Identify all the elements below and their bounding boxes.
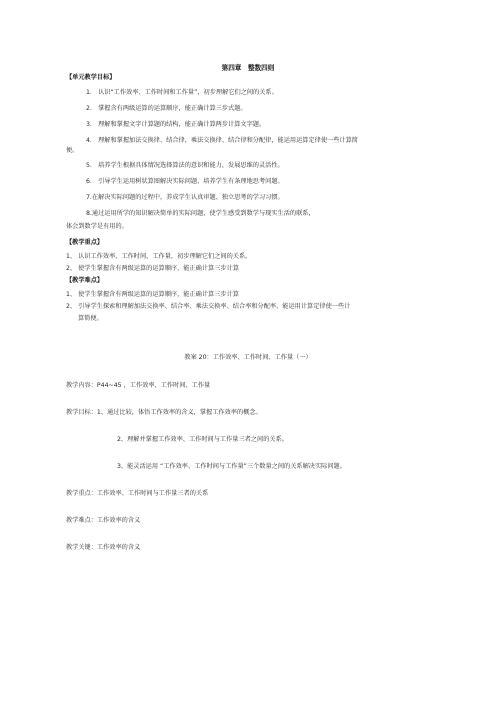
lesson-difficulty: 教学难点：工作效率的含义 — [66, 517, 141, 524]
unit-goal-item: 2． 掌握含有两级运算的运算顺序，能正确计算三步式题。 — [86, 105, 247, 112]
unit-goal-item: 6． 引导学生运用树状算图解决实际问题，培养学生有条理地思考问题。 — [86, 178, 284, 185]
unit-goal-item-continued: 便。 — [66, 147, 79, 154]
lesson-focus: 教学重点：工作效率、工作时间与工作量三者的关系 — [66, 490, 209, 497]
lesson-objective: 3、能灵活运用 “工作效率、工作时间与工作量”三个数量之间的关系解决实际问题。 — [117, 463, 346, 470]
key-point-item: 2、 使学生掌握含有两级运算的运算顺序，能正确计算三步计算 — [66, 265, 239, 272]
lesson-title: 教案 20：工作效率、工作时间、工作量（一） — [184, 354, 312, 361]
key-point-item: 1、 认识工作效率、工作时间、工作量，初步理解它们之间的关系。 — [66, 253, 252, 260]
lesson-objective: 2、理解并掌握工作效率、工作时间与工作量三者之间的关系。 — [117, 436, 288, 443]
unit-goal-item: 8.通过运用所学的知识解决简单的实际问题，使学生感受到数学与现实生活的联系， — [86, 210, 315, 217]
unit-goal-item: 4． 理解和掌握加法交换律、结合律，乘法交换律、结合律和分配律，能运用运算定律使一些计算简 — [86, 137, 358, 144]
lesson-key: 教学关键：工作效率的含义 — [66, 544, 141, 551]
difficulties-heading: 【教学难点】 — [66, 277, 104, 284]
unit-goal-item: 7.在解决实际问题的过程中，养成学生认真审题、独立思考的学习习惯。 — [86, 194, 284, 201]
unit-goal-heading: 【单元教学目标】 — [66, 74, 116, 81]
chapter-title: 第四章 整数四则 — [221, 64, 275, 72]
lesson-content: 教学内容：P44~45 ，工作效率、工作时间、工作量 — [66, 382, 211, 389]
unit-goal-item: 3． 理解和掌握文字计算题的结构，能正确计算两步计算文字题。 — [86, 121, 266, 128]
unit-goal-item: 1． 认识“工作效率、工作时间和工作量”，初步理解它们之间的关系。 — [86, 89, 278, 96]
unit-goal-item: 5． 培养学生根据具体情况选择算法的意识和能力，发展思维的灵活性。 — [86, 162, 284, 169]
difficulty-item: 1、 使学生掌握含有两级运算的运算顺序，能正确计算三步计算 — [66, 291, 239, 298]
difficulty-item-continued: 算简便。 — [78, 315, 103, 322]
difficulty-item: 2、 引导学生探索和理解加法交换率、结合率、乘法交换率、结合率和分配率，能运用计算定律使一些计 — [66, 303, 351, 310]
key-points-heading: 【教学重点】 — [66, 239, 104, 246]
unit-goal-item-continued: 体会到数学是有用的。 — [66, 223, 128, 230]
lesson-objective: 教学目标：1、通过比较，体悟工作效率的含义，掌握工作效率的概念。 — [66, 409, 262, 416]
